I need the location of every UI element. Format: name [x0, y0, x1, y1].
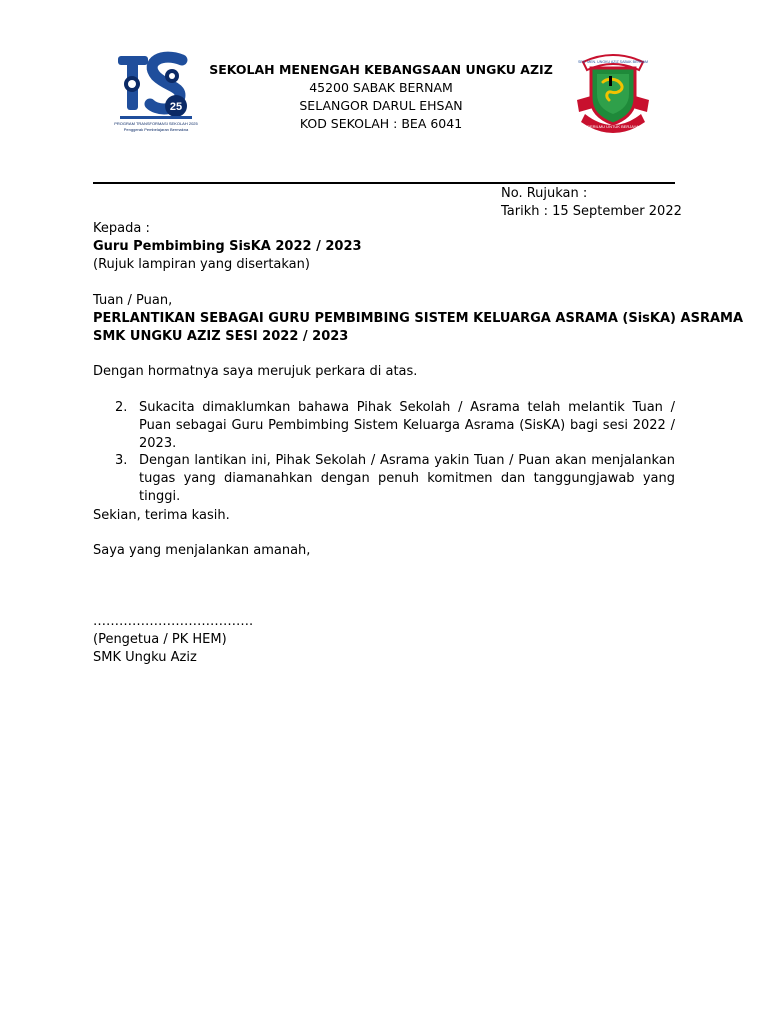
address-line-1: 45200 SABAK BERNAM	[309, 80, 453, 95]
svg-text:BERILMU UNTUK BERJAYA: BERILMU UNTUK BERJAYA	[587, 124, 639, 129]
recipient-label: Kepada :	[93, 221, 150, 236]
signatory-org: SMK Ungku Aziz	[93, 650, 197, 665]
svg-text:Penggerak Pembelajaran Bermakn: Penggerak Pembelajaran Bermakna	[123, 127, 189, 132]
school-crest-logo	[567, 44, 659, 136]
signatory-role: (Pengetua / PK HEM)	[93, 632, 227, 647]
subject-line-2: SMK UNGKU AZIZ SESI 2022 / 2023	[93, 329, 349, 344]
school-code: KOD SEKOLAH : BEA 6041	[299, 116, 463, 131]
ts25-logo	[112, 46, 200, 134]
salutation: Tuan / Puan,	[93, 293, 173, 308]
paragraph-number: 3.	[115, 453, 128, 468]
school-name: SEKOLAH MENENGAH KEBANGSAAN UNGKU AZIZ	[209, 62, 553, 77]
closing-line: Sekian, terima kasih.	[93, 508, 230, 523]
subject-line-1: PERLANTIKAN SEBAGAI GURU PEMBIMBING SISTEM KELUARGA ASRAMA (SisKA) ASRAMA	[93, 311, 744, 326]
closing-line-2: Saya yang menjalankan amanah,	[93, 543, 311, 558]
header-divider	[93, 182, 675, 184]
recipient-name: Guru Pembimbing SisKA 2022 / 2023	[93, 239, 362, 254]
reference-number: No. Rujukan :	[501, 186, 588, 201]
paragraph-body: Dengan lantikan ini, Pihak Sekolah / Asrama yakin Tuan / Puan akan menjalankan tugas yang diamanahkan dengan penuh komitmen dan tanggungjawab yang tinggi.	[139, 453, 675, 504]
svg-text:PROGRAM TRANSFORMASI SEKOLAH 2: PROGRAM TRANSFORMASI SEKOLAH 2025	[114, 121, 198, 126]
paragraph-number: 2.	[115, 400, 128, 415]
letter-date: Tarikh : 15 September 2022	[501, 204, 682, 219]
svg-text:25: 25	[169, 101, 183, 113]
svg-text:SEK. MEN. UNGKU AZIZ SABAK BER: SEK. MEN. UNGKU AZIZ SABAK BERNAM	[577, 60, 649, 64]
address-line-2: SELANGOR DARUL EHSAN	[299, 98, 463, 113]
paragraph-body: Sukacita dimaklumkan bahawa Pihak Sekolah / Asrama telah melantik Tuan / Puan sebagai Guru Pembimbing Sistem Keluarga Asrama (SisKA) bagi sesi 2022 / 2023.	[139, 400, 675, 451]
intro-paragraph: Dengan hormatnya saya merujuk perkara di atas.	[93, 364, 418, 379]
recipient-note: (Rujuk lampiran yang disertakan)	[93, 257, 310, 272]
signature-line: ……………………………….	[93, 614, 254, 629]
